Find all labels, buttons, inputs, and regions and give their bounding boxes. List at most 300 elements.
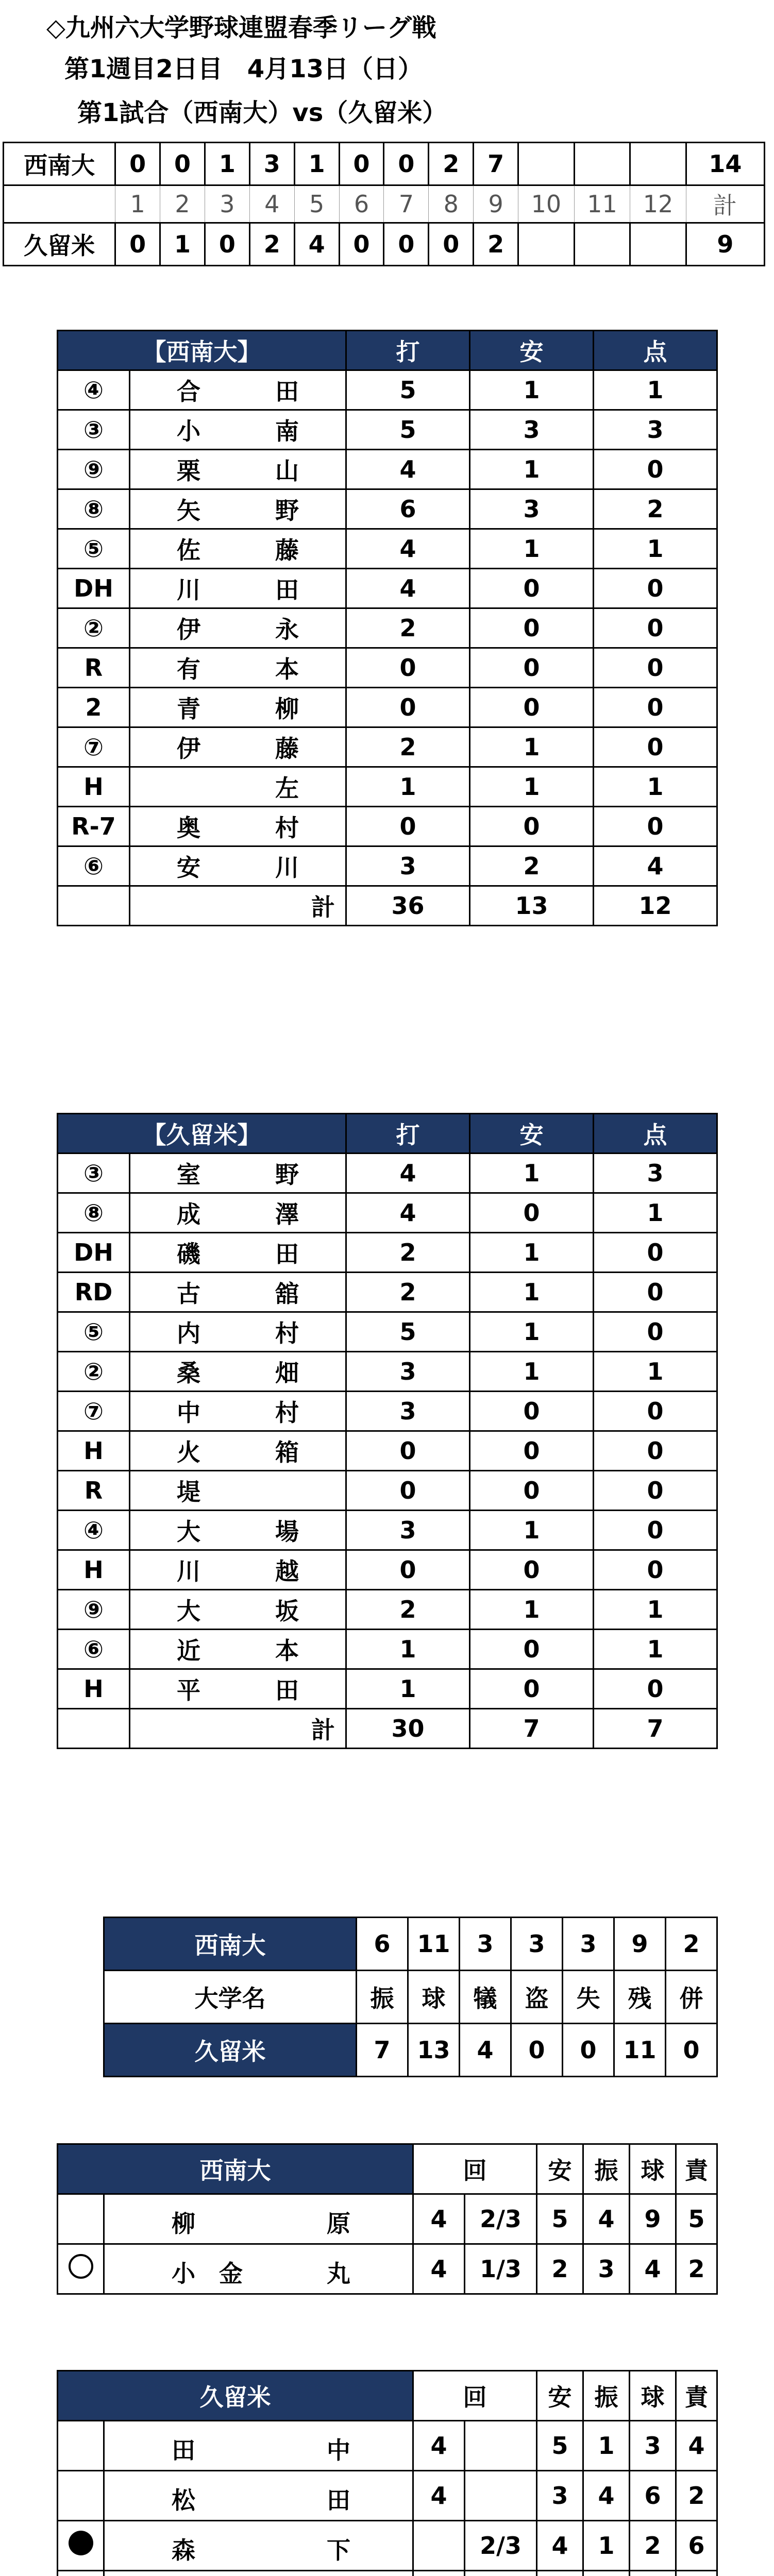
player-name <box>130 370 346 410</box>
column-header: 責 <box>676 2144 717 2194</box>
name-part: 永 <box>275 616 299 643</box>
team-stats-table <box>103 1917 718 2077</box>
inning-score-table <box>3 142 765 266</box>
stat-header: 球 <box>408 1971 460 2024</box>
position: H <box>58 1550 130 1590</box>
inning-number: 10 <box>518 185 575 223</box>
inning-number: 11 <box>574 185 630 223</box>
position: ③ <box>58 1154 130 1193</box>
total-rbi: 12 <box>594 886 717 926</box>
at-bats: 4 <box>346 1154 470 1193</box>
stat-value: 7 <box>357 2024 408 2077</box>
hits: 0 <box>470 1550 594 1590</box>
batter-row <box>58 1352 717 1392</box>
name-part: 川 <box>275 854 299 882</box>
name-part: 野 <box>275 1161 299 1189</box>
stats-row-team-a <box>104 1918 717 1971</box>
name-part: 左 <box>275 774 299 802</box>
player-name <box>130 569 346 608</box>
name-part: 伊 <box>177 616 200 643</box>
innings-whole: 4 <box>413 2244 465 2294</box>
stat-value: 3 <box>460 1918 511 1971</box>
column-header: 責 <box>676 2371 717 2421</box>
rbi: 0 <box>594 648 717 688</box>
total-rbi: 7 <box>594 1709 717 1749</box>
team-header: 久留米 <box>58 2371 413 2421</box>
stat-value: 3 <box>563 1918 614 1971</box>
innings-whole <box>413 2571 465 2576</box>
player-name <box>130 1392 346 1431</box>
column-header: 打 <box>346 331 470 370</box>
rbi: 3 <box>594 1154 717 1193</box>
name-part: 伊 <box>177 735 200 762</box>
total-hits: 7 <box>470 1709 594 1749</box>
stat-header: 振 <box>357 1971 408 2024</box>
pitcher-row <box>58 2521 717 2571</box>
name-part: 奥 <box>177 814 200 842</box>
rbi: 1 <box>594 370 717 410</box>
pitcher-name <box>104 2471 413 2521</box>
position: ⑦ <box>58 1392 130 1431</box>
rbi: 0 <box>594 807 717 846</box>
pitcher-row <box>58 2471 717 2521</box>
team-name: 久留米 <box>104 2024 357 2077</box>
rbi: 0 <box>594 1471 717 1511</box>
position: DH <box>58 1233 130 1273</box>
hits: 0 <box>470 608 594 648</box>
rbi: 1 <box>594 1590 717 1630</box>
player-name <box>130 410 346 450</box>
inning-score: 0 <box>205 223 249 266</box>
at-bats: 4 <box>346 1193 470 1233</box>
hits-allowed: 5 <box>537 2194 583 2244</box>
name-part: 古 <box>177 1280 200 1308</box>
batting-total-row <box>58 886 717 926</box>
blank-cell <box>4 185 115 223</box>
innings-fraction: 1/3 <box>465 2244 537 2294</box>
batter-row <box>58 1392 717 1431</box>
player-name <box>130 1630 346 1669</box>
column-header: 打 <box>346 1114 470 1154</box>
player-name <box>130 1352 346 1392</box>
at-bats: 0 <box>346 1550 470 1590</box>
innings-whole: 4 <box>413 2421 465 2471</box>
batting-total-row <box>58 1709 717 1749</box>
stat-header: 犠 <box>460 1971 511 2024</box>
total-score: 14 <box>686 143 764 185</box>
inning-row-team-a <box>4 143 765 185</box>
rbi: 1 <box>594 529 717 569</box>
inning-score: 0 <box>115 143 160 185</box>
inning-score: 0 <box>429 223 474 266</box>
pitcher-name <box>104 2521 413 2571</box>
name-part: 磯 <box>177 1240 200 1268</box>
inning-number: 8 <box>429 185 474 223</box>
inning-score <box>518 223 575 266</box>
rbi: 0 <box>594 569 717 608</box>
pitcher-row <box>58 2571 717 2576</box>
hits: 1 <box>470 1511 594 1550</box>
hits: 0 <box>470 1669 594 1709</box>
player-name <box>130 1154 346 1193</box>
earned-runs: 5 <box>676 2194 717 2244</box>
inning-score <box>630 143 686 185</box>
player-name <box>130 1431 346 1471</box>
name-part: 青 <box>177 695 200 723</box>
total-score: 9 <box>686 223 764 266</box>
walks: 6 <box>630 2471 676 2521</box>
at-bats: 0 <box>346 1471 470 1511</box>
at-bats: 2 <box>346 1233 470 1273</box>
batter-row <box>58 1630 717 1669</box>
hits: 1 <box>470 1233 594 1273</box>
at-bats: 5 <box>346 1312 470 1352</box>
inning-score <box>630 223 686 266</box>
result-mark <box>58 2521 104 2571</box>
name-part: 越 <box>275 1557 299 1585</box>
name-part: 合 <box>177 378 200 405</box>
result-mark <box>58 2571 104 2576</box>
batter-row <box>58 1471 717 1511</box>
batter-row <box>58 1431 717 1471</box>
pitcher-name <box>104 2571 413 2576</box>
stat-header: 併 <box>666 1971 717 2024</box>
rbi: 0 <box>594 1669 717 1709</box>
name-part: 森 <box>172 2536 195 2564</box>
team-name: 西南大 <box>4 143 115 185</box>
position: H <box>58 1669 130 1709</box>
inning-number: 2 <box>160 185 205 223</box>
hits: 1 <box>470 727 594 767</box>
earned-runs: 2 <box>676 2471 717 2521</box>
inning-score: 7 <box>474 143 518 185</box>
name-part: 南 <box>275 417 299 445</box>
hits: 0 <box>470 569 594 608</box>
inning-score: 0 <box>339 143 384 185</box>
stat-value: 13 <box>408 2024 460 2077</box>
pitcher-row <box>58 2421 717 2471</box>
hits: 1 <box>470 1312 594 1352</box>
player-name <box>130 1669 346 1709</box>
pitcher-name <box>104 2244 413 2294</box>
rbi: 0 <box>594 1392 717 1431</box>
total-label: 計 <box>130 886 346 926</box>
inning-score: 2 <box>249 223 294 266</box>
batter-row <box>58 1193 717 1233</box>
inning-score: 0 <box>384 143 429 185</box>
inning-score: 0 <box>339 223 384 266</box>
name-part: 原 <box>327 2210 350 2238</box>
game-date: 第1週目2日目 4月13日（日） <box>64 55 423 83</box>
at-bats: 3 <box>346 1352 470 1392</box>
name-part: 丸 <box>327 2260 350 2287</box>
batter-row <box>58 1273 717 1312</box>
at-bats: 2 <box>346 608 470 648</box>
stat-value: 3 <box>511 1918 563 1971</box>
stat-header: 失 <box>563 1971 614 2024</box>
position: ⑤ <box>58 529 130 569</box>
player-name <box>130 648 346 688</box>
player-name <box>130 767 346 807</box>
rbi: 0 <box>594 727 717 767</box>
inning-score: 0 <box>115 223 160 266</box>
inning-score: 3 <box>249 143 294 185</box>
column-header: 安 <box>470 331 594 370</box>
rbi: 1 <box>594 1193 717 1233</box>
stat-value: 9 <box>614 1918 666 1971</box>
batter-row <box>58 648 717 688</box>
position: R <box>58 1471 130 1511</box>
hits: 1 <box>470 1352 594 1392</box>
at-bats: 1 <box>346 767 470 807</box>
name-part: 室 <box>177 1161 200 1189</box>
name-part: 田 <box>275 1240 299 1268</box>
column-header: 安 <box>537 2144 583 2194</box>
player-name <box>130 1471 346 1511</box>
name-part: 山 <box>275 457 299 485</box>
at-bats: 5 <box>346 370 470 410</box>
column-header: 球 <box>630 2371 676 2421</box>
name-part: 堤 <box>177 1478 200 1506</box>
hits: 1 <box>470 767 594 807</box>
position: R-7 <box>58 807 130 846</box>
player-name <box>130 1273 346 1312</box>
position: ⑧ <box>58 489 130 529</box>
player-name <box>130 450 346 489</box>
name-part: 近 <box>177 1637 200 1665</box>
name-part: 成 <box>177 1200 200 1228</box>
innings-whole: 4 <box>413 2471 465 2521</box>
player-name <box>130 688 346 727</box>
team-name: 西南大 <box>104 1918 357 1971</box>
at-bats: 0 <box>346 688 470 727</box>
batting-table-seinan <box>57 330 718 926</box>
inning-score: 4 <box>294 223 339 266</box>
team-header: 【西南大】 <box>58 331 346 370</box>
position: ⑥ <box>58 1630 130 1669</box>
total-at-bats: 30 <box>346 1709 470 1749</box>
position: ⑦ <box>58 727 130 767</box>
blank-cell <box>58 1709 130 1749</box>
hits: 3 <box>470 410 594 450</box>
total-hits: 13 <box>470 886 594 926</box>
team-header: 【久留米】 <box>58 1114 346 1154</box>
batter-row <box>58 489 717 529</box>
rbi: 0 <box>594 688 717 727</box>
total-label: 計 <box>686 185 764 223</box>
stats-row-team-b <box>104 2024 717 2077</box>
position: R <box>58 648 130 688</box>
strikeouts: 4 <box>583 2471 630 2521</box>
pitcher-name <box>104 2194 413 2244</box>
player-name <box>130 727 346 767</box>
hits: 1 <box>470 529 594 569</box>
name-part: 大 <box>177 1518 200 1546</box>
player-name <box>130 1550 346 1590</box>
team-name: 久留米 <box>4 223 115 266</box>
innings-fraction: 2/3 <box>465 2194 537 2244</box>
name-part: 村 <box>275 1319 299 1347</box>
inning-score: 0 <box>384 223 429 266</box>
hits-allowed: 5 <box>537 2421 583 2471</box>
player-name <box>130 489 346 529</box>
name-part: 桑 <box>177 1359 200 1387</box>
batting-table-kurume <box>57 1113 718 1749</box>
walks: 9 <box>630 2194 676 2244</box>
position: ⑥ <box>58 846 130 886</box>
pitching-header-row <box>58 2144 717 2194</box>
hits: 0 <box>470 1471 594 1511</box>
innings-fraction <box>465 2471 537 2521</box>
stat-header: 残 <box>614 1971 666 2024</box>
rbi: 0 <box>594 1233 717 1273</box>
position: ③ <box>58 410 130 450</box>
earned-runs: 2 <box>676 2244 717 2294</box>
inning-number: 7 <box>384 185 429 223</box>
column-header: 振 <box>583 2144 630 2194</box>
result-mark <box>58 2194 104 2244</box>
name-part: 小 金 <box>172 2260 243 2287</box>
player-name <box>130 1511 346 1550</box>
batter-row <box>58 688 717 727</box>
at-bats: 3 <box>346 1392 470 1431</box>
name-part: 有 <box>177 655 200 683</box>
at-bats: 2 <box>346 1590 470 1630</box>
batter-row <box>58 410 717 450</box>
position: RD <box>58 1273 130 1312</box>
player-name <box>130 1312 346 1352</box>
at-bats: 2 <box>346 727 470 767</box>
name-part: 畑 <box>275 1359 299 1387</box>
hits: 0 <box>470 1193 594 1233</box>
pitcher-row <box>58 2194 717 2244</box>
rbi: 0 <box>594 1312 717 1352</box>
inning-score <box>518 143 575 185</box>
position: ⑨ <box>58 450 130 489</box>
at-bats: 1 <box>346 1669 470 1709</box>
stat-value: 11 <box>614 2024 666 2077</box>
stat-value: 0 <box>666 2024 717 2077</box>
pitching-header-row <box>58 2371 717 2421</box>
at-bats: 3 <box>346 846 470 886</box>
name-part: 村 <box>275 1399 299 1427</box>
rbi: 4 <box>594 846 717 886</box>
name-part: 川 <box>177 1557 200 1585</box>
inning-number: 9 <box>474 185 518 223</box>
name-part: 下 <box>327 2536 350 2564</box>
innings-whole <box>413 2521 465 2571</box>
player-name <box>130 1193 346 1233</box>
walks <box>630 2571 676 2576</box>
match-title: 第1試合（西南大）vs（久留米） <box>77 98 447 127</box>
name-part: 柳 <box>172 2210 195 2238</box>
name-part: 中 <box>327 2436 350 2464</box>
innings-whole: 4 <box>413 2194 465 2244</box>
innings-fraction: 2/3 <box>465 2521 537 2571</box>
at-bats: 3 <box>346 1511 470 1550</box>
at-bats: 0 <box>346 807 470 846</box>
walks: 3 <box>630 2421 676 2471</box>
position: ④ <box>58 370 130 410</box>
inning-number: 12 <box>630 185 686 223</box>
strikeouts: 3 <box>583 2244 630 2294</box>
name-part: 内 <box>177 1319 200 1347</box>
hits: 1 <box>470 370 594 410</box>
batter-row <box>58 846 717 886</box>
hits-allowed: 2 <box>537 2244 583 2294</box>
player-name <box>130 807 346 846</box>
rbi: 3 <box>594 410 717 450</box>
university-label: 大学名 <box>104 1971 357 2024</box>
position: ② <box>58 1352 130 1392</box>
stat-value: 6 <box>357 1918 408 1971</box>
hits: 1 <box>470 450 594 489</box>
name-part: 川 <box>177 576 200 604</box>
name-part: 平 <box>177 1676 200 1704</box>
earned-runs: 6 <box>676 2521 717 2571</box>
name-part: 栗 <box>177 457 200 485</box>
stat-value: 4 <box>460 2024 511 2077</box>
column-header: 点 <box>594 1114 717 1154</box>
result-mark <box>58 2471 104 2521</box>
rbi: 0 <box>594 1273 717 1312</box>
rbi: 0 <box>594 1550 717 1590</box>
name-part: 田 <box>275 576 299 604</box>
batter-row <box>58 450 717 489</box>
stat-value: 0 <box>511 2024 563 2077</box>
player-name <box>130 529 346 569</box>
column-header: 球 <box>630 2144 676 2194</box>
innings-fraction <box>465 2421 537 2471</box>
rbi: 1 <box>594 767 717 807</box>
player-name <box>130 608 346 648</box>
name-part: 本 <box>275 655 299 683</box>
hits: 1 <box>470 1154 594 1193</box>
walks: 2 <box>630 2521 676 2571</box>
total-label: 計 <box>130 1709 346 1749</box>
loss-dot-icon <box>69 2531 93 2555</box>
league-title: ◇九州六大学野球連盟春季リーグ戦 <box>46 13 436 42</box>
at-bats: 5 <box>346 410 470 450</box>
hits: 0 <box>470 1431 594 1471</box>
position: ② <box>58 608 130 648</box>
batter-row <box>58 767 717 807</box>
inning-score <box>574 223 630 266</box>
inning-score: 2 <box>429 143 474 185</box>
inning-score <box>574 143 630 185</box>
player-name <box>130 1590 346 1630</box>
strikeouts: 1 <box>583 2521 630 2571</box>
earned-runs: 4 <box>676 2421 717 2471</box>
batter-row <box>58 1312 717 1352</box>
name-part: 藤 <box>275 735 299 762</box>
name-part: 田 <box>172 2436 195 2464</box>
name-part: 柳 <box>275 695 299 723</box>
column-header: 点 <box>594 331 717 370</box>
name-part: 場 <box>275 1518 299 1546</box>
batting-header-row <box>58 1114 717 1154</box>
column-header: 回 <box>413 2371 537 2421</box>
name-part: 佐 <box>177 536 200 564</box>
inning-score: 1 <box>160 223 205 266</box>
at-bats: 4 <box>346 529 470 569</box>
batter-row <box>58 529 717 569</box>
rbi: 0 <box>594 1431 717 1471</box>
batter-row <box>58 370 717 410</box>
result-mark <box>58 2421 104 2471</box>
position: 2 <box>58 688 130 727</box>
batter-row <box>58 569 717 608</box>
